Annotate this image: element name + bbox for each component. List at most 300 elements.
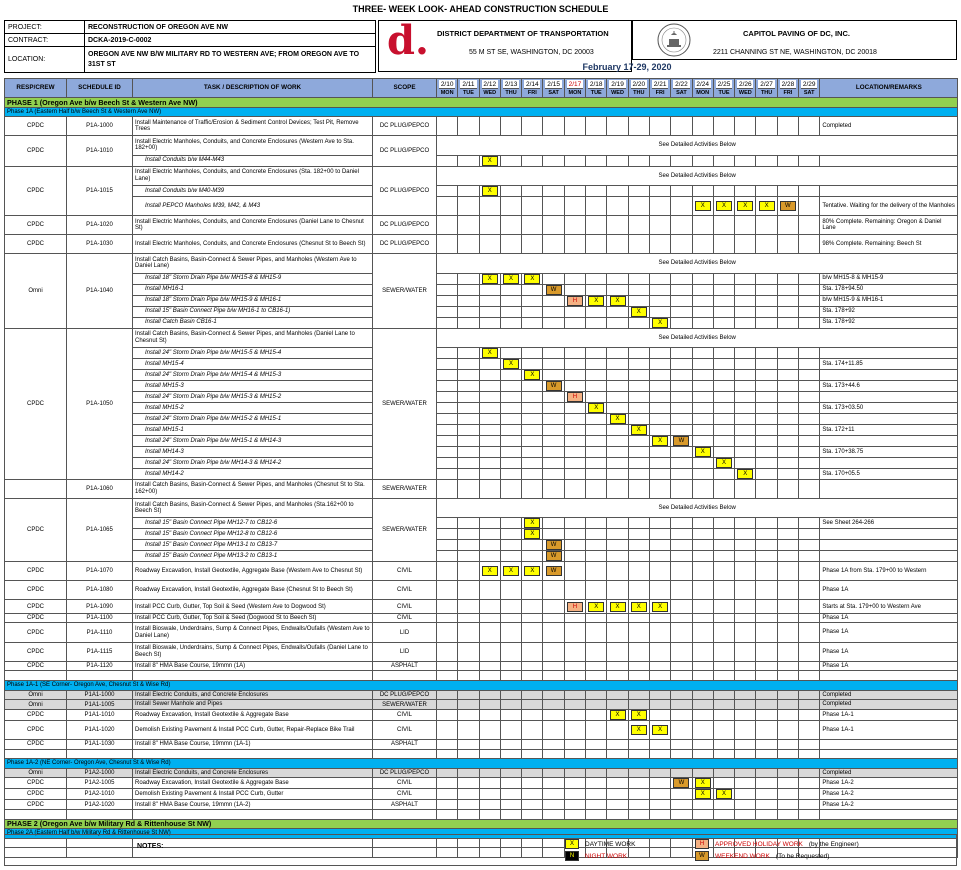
schedule-day-cell [586, 380, 607, 391]
schedule-day-cell [649, 435, 670, 446]
empty-cell [564, 809, 585, 819]
schedule-day-cell [458, 358, 479, 369]
col-date-header [756, 79, 777, 98]
schedule-day-cell [586, 284, 607, 295]
schedule-day-cell [564, 529, 585, 540]
detail-note: See Detailed Activities Below [437, 498, 958, 517]
empty-cell [692, 809, 713, 819]
schedule-day-cell [500, 413, 521, 424]
schedule-day-cell [522, 778, 543, 789]
schedule-day-cell [479, 529, 500, 540]
schedule-day-cell [586, 413, 607, 424]
empty-cell [67, 809, 133, 819]
schedule-day-cell [564, 778, 585, 789]
schedule-id: P1A-1020 [67, 215, 133, 234]
schedule-day-cell [713, 435, 734, 446]
schedule-day-cell [437, 581, 458, 600]
col-date-header [692, 79, 713, 98]
schedule-day-cell [586, 185, 607, 196]
task-description: Install 8" HMA Base Course, 19mmn (1A-2) [133, 800, 373, 810]
resp-crew: CPDC [5, 235, 67, 254]
task-description: Install 18" Storm Drain Pipe b/w MH15-9 & MH16-1 [133, 295, 373, 306]
schedule-day-cell [649, 402, 670, 413]
detail-note: See Detailed Activities Below [437, 328, 958, 347]
daytime-work-marker: X [524, 274, 540, 284]
schedule-day-cell [607, 196, 628, 215]
schedule-id: P1A-1030 [67, 235, 133, 254]
schedule-day-cell [799, 457, 820, 468]
schedule-day-cell [628, 581, 649, 600]
schedule-day-cell [649, 468, 670, 479]
schedule-day-cell [713, 446, 734, 457]
notes-section [4, 834, 957, 866]
schedule-day-cell [628, 540, 649, 551]
location-remarks: Tentative. Waiting for the delivery of the Manholes [820, 196, 958, 215]
schedule-day-cell [777, 295, 798, 306]
legend-weekend-note: (To be Requested) [775, 852, 830, 860]
task-row [5, 661, 958, 671]
schedule-day-cell [564, 468, 585, 479]
schedule-day-cell [479, 306, 500, 317]
schedule-day-cell [543, 551, 564, 562]
schedule-day-cell [607, 215, 628, 234]
col-date-header [799, 79, 820, 98]
capitol-seal-icon [657, 23, 691, 57]
schedule-day-cell [692, 800, 713, 810]
schedule-day-cell [713, 623, 734, 642]
schedule-day-cell [756, 529, 777, 540]
daytime-work-marker: X [631, 602, 647, 612]
schedule-day-cell [649, 623, 670, 642]
schedule-day-cell [500, 642, 521, 661]
schedule-day-cell [628, 700, 649, 710]
schedule-day-cell [500, 518, 521, 529]
schedule-day-cell [500, 661, 521, 671]
resp-crew: CPDC [5, 215, 67, 234]
schedule-day-cell [564, 623, 585, 642]
schedule-day-cell [586, 196, 607, 215]
schedule-day-cell [756, 540, 777, 551]
schedule-day-cell [756, 518, 777, 529]
weekend-work-marker: W [546, 551, 562, 561]
schedule-day-cell [777, 778, 798, 789]
task-description: Install Electric Conduits, and Concrete Enclosures [133, 768, 373, 778]
resp-crew: CPDC [5, 613, 67, 623]
schedule-day-cell [586, 642, 607, 661]
schedule-day-cell [479, 740, 500, 750]
schedule-day-cell [458, 800, 479, 810]
schedule-day-cell [735, 413, 756, 424]
schedule-day-cell [543, 518, 564, 529]
schedule-day-cell [777, 518, 798, 529]
schedule-day-cell [649, 562, 670, 581]
schedule-day-cell [628, 529, 649, 540]
resp-crew: CPDC [5, 623, 67, 642]
schedule-day-cell [607, 540, 628, 551]
schedule-day-cell [564, 235, 585, 254]
task-row [5, 215, 958, 234]
empty-cell [735, 749, 756, 759]
schedule-day-cell [692, 661, 713, 671]
schedule-day-cell [607, 529, 628, 540]
schedule-day-cell [479, 446, 500, 457]
schedule-day-cell [564, 709, 585, 720]
task-description: Install 8" HMA Base Course, 19mmn (1A) [133, 661, 373, 671]
legend-holiday-swatch: H [695, 839, 709, 849]
contractor-block [632, 20, 957, 60]
schedule-day-cell [437, 306, 458, 317]
schedule-day-cell [799, 768, 820, 778]
schedule-day-cell [735, 551, 756, 562]
schedule-day-cell [607, 551, 628, 562]
schedule-day-cell [628, 551, 649, 562]
schedule-day-cell [671, 623, 692, 642]
scope: CIVIL [373, 562, 437, 581]
scope: CIVIL [373, 581, 437, 600]
resp-crew: CPDC [5, 709, 67, 720]
schedule-day-cell [671, 446, 692, 457]
schedule-day-cell [735, 295, 756, 306]
schedule-day-cell [479, 518, 500, 529]
schedule-day-cell [543, 185, 564, 196]
schedule-day-cell [692, 768, 713, 778]
schedule-day-cell [437, 778, 458, 789]
empty-cell [500, 749, 521, 759]
schedule-day-cell [799, 235, 820, 254]
schedule-day-cell [777, 402, 798, 413]
resp-crew: Omni [5, 690, 67, 700]
empty-cell [458, 809, 479, 819]
detail-row [5, 435, 958, 446]
schedule-day-cell [692, 642, 713, 661]
schedule-day-cell [500, 235, 521, 254]
schedule-day-cell [437, 369, 458, 380]
schedule-day-cell [777, 661, 798, 671]
task-row [5, 623, 958, 642]
empty-cell [133, 749, 373, 759]
schedule-day-cell [479, 700, 500, 710]
date-label: 2/28 [781, 80, 795, 88]
schedule-day-cell [500, 700, 521, 710]
schedule-day-cell [756, 402, 777, 413]
schedule-day-cell [649, 768, 670, 778]
daytime-work-marker: X [503, 359, 519, 369]
schedule-id: P1A2-1010 [67, 789, 133, 800]
location-remarks: Sta. 178+94.50 [820, 284, 958, 295]
empty-cell [756, 749, 777, 759]
schedule-day-cell [607, 380, 628, 391]
schedule-day-cell [735, 435, 756, 446]
schedule-day-cell [437, 623, 458, 642]
schedule-day-cell [628, 358, 649, 369]
task-row [5, 700, 958, 710]
schedule-day-cell [649, 540, 670, 551]
schedule-day-cell [437, 468, 458, 479]
empty-cell [607, 809, 628, 819]
schedule-day-cell [671, 273, 692, 284]
schedule-day-cell [607, 740, 628, 750]
schedule-day-cell [777, 424, 798, 435]
schedule-day-cell [586, 457, 607, 468]
schedule-day-cell [756, 435, 777, 446]
schedule-day-cell [522, 391, 543, 402]
task-row [5, 720, 958, 739]
schedule-day-cell [543, 529, 564, 540]
schedule-day-cell [564, 479, 585, 498]
schedule-day-cell [735, 358, 756, 369]
schedule-day-cell [713, 709, 734, 720]
schedule-day-cell [543, 317, 564, 328]
schedule-day-cell [437, 424, 458, 435]
schedule-day-cell [649, 380, 670, 391]
schedule-day-cell [586, 358, 607, 369]
schedule-day-cell [649, 424, 670, 435]
schedule-day-cell [777, 551, 798, 562]
schedule-day-cell [671, 551, 692, 562]
schedule-day-cell [649, 581, 670, 600]
schedule-day-cell [607, 347, 628, 358]
schedule-day-cell [437, 117, 458, 136]
scope: SEWER/WATER [373, 479, 437, 498]
empty-cell [628, 749, 649, 759]
resp-crew: CPDC [5, 720, 67, 739]
schedule-day-cell [756, 551, 777, 562]
schedule-day-cell [437, 562, 458, 581]
schedule-day-cell [799, 402, 820, 413]
scope: SEWER/WATER [373, 254, 437, 328]
schedule-day-cell [586, 446, 607, 457]
schedule-day-cell [671, 778, 692, 789]
schedule-day-cell [649, 347, 670, 358]
legend-holiday [695, 839, 859, 849]
legend-holiday-note: (by the Engineer) [808, 840, 859, 848]
daytime-work-marker: X [695, 778, 711, 788]
schedule-day-cell [607, 600, 628, 613]
task-description: Roadway Excavation, Install Geotextile & Aggregate Base [133, 709, 373, 720]
schedule-day-cell [799, 600, 820, 613]
schedule-day-cell [500, 215, 521, 234]
location-remarks: Sta. 178+92 [820, 306, 958, 317]
schedule-day-cell [543, 700, 564, 710]
empty-cell [522, 671, 543, 681]
schedule-day-cell [671, 380, 692, 391]
subphase-row [5, 681, 958, 691]
empty-cell [437, 671, 458, 681]
schedule-id: P1A-1040 [67, 254, 133, 328]
ddot-logo: d. [387, 17, 429, 64]
schedule-day-cell [479, 347, 500, 358]
weekday-label: MON [568, 89, 582, 96]
schedule-day-cell [777, 369, 798, 380]
daytime-work-marker: X [610, 296, 626, 306]
schedule-day-cell [692, 317, 713, 328]
legend-weekend-swatch: W [695, 851, 709, 861]
schedule-day-cell [628, 196, 649, 215]
detail-row [5, 284, 958, 295]
schedule-day-cell [735, 740, 756, 750]
schedule-day-cell [564, 155, 585, 166]
col-date-header [735, 79, 756, 98]
resp-crew: Omni [5, 254, 67, 328]
schedule-day-cell [692, 529, 713, 540]
resp-crew: CPDC [5, 581, 67, 600]
schedule-day-cell [586, 690, 607, 700]
schedule-day-cell [479, 551, 500, 562]
daytime-work-marker: X [695, 447, 711, 457]
ddot-name: DISTRICT DEPARTMENT OF TRANSPORTATION [437, 29, 609, 38]
schedule-day-cell [799, 196, 820, 215]
schedule-day-cell [671, 720, 692, 739]
schedule-day-cell [756, 661, 777, 671]
schedule-day-cell [543, 800, 564, 810]
schedule-day-cell [586, 317, 607, 328]
col-date-header [458, 79, 479, 98]
schedule-day-cell [586, 424, 607, 435]
schedule-day-cell [671, 413, 692, 424]
schedule-day-cell [628, 215, 649, 234]
location-remarks: Starts at Sta. 179+00 to Western Ave [820, 600, 958, 613]
schedule-day-cell [543, 789, 564, 800]
task-description: Install Bioswale, Underdrains, Sump & Connect Pipes, Endwalls/Oufalls (Western Ave to Daniel Lane) [133, 623, 373, 642]
schedule-day-cell [649, 551, 670, 562]
schedule-day-cell [649, 661, 670, 671]
schedule-day-cell [543, 155, 564, 166]
column-header-row [5, 79, 958, 98]
schedule-day-cell [799, 380, 820, 391]
location-remarks: Phase 1A-2 [820, 778, 958, 789]
daytime-work-marker: X [716, 458, 732, 468]
empty-cell [649, 671, 670, 681]
schedule-day-cell [500, 295, 521, 306]
scope: DC PLUG/PEPCO [373, 136, 437, 166]
schedule-day-cell [671, 613, 692, 623]
schedule-day-cell [437, 413, 458, 424]
date-label: 2/22 [675, 80, 688, 88]
schedule-day-cell [713, 479, 734, 498]
schedule-day-cell [458, 273, 479, 284]
schedule-day-cell [671, 295, 692, 306]
schedule-day-cell [437, 347, 458, 358]
empty-cell [799, 671, 820, 681]
schedule-day-cell [564, 789, 585, 800]
schedule-day-cell [437, 295, 458, 306]
schedule-day-cell [564, 413, 585, 424]
schedule-day-cell [522, 642, 543, 661]
schedule-day-cell [799, 551, 820, 562]
location-remarks: See Sheet 264-266 [820, 518, 958, 529]
schedule-day-cell [777, 457, 798, 468]
task-row [5, 709, 958, 720]
resp-crew: CPDC [5, 136, 67, 166]
project-value: RECONSTRUCTION OF OREGON AVE NW [85, 21, 376, 34]
schedule-day-cell [500, 424, 521, 435]
schedule-day-cell [713, 235, 734, 254]
task-description: Install Catch Basins, Basin-Connect & Sewer Pipes, and Manholes (Daniel Lane to Chesnut St) [133, 328, 373, 347]
schedule-day-cell [671, 235, 692, 254]
schedule-day-cell [607, 273, 628, 284]
schedule-day-cell [799, 518, 820, 529]
schedule-day-cell [522, 273, 543, 284]
schedule-day-cell [799, 185, 820, 196]
schedule-day-cell [713, 424, 734, 435]
resp-crew: CPDC [5, 661, 67, 671]
schedule-day-cell [479, 642, 500, 661]
schedule-day-cell [607, 468, 628, 479]
scope: ASPHALT [373, 661, 437, 671]
task-row [5, 328, 958, 347]
schedule-day-cell [692, 380, 713, 391]
schedule-day-cell [756, 358, 777, 369]
daytime-work-marker: X [652, 436, 668, 446]
schedule-day-cell [649, 215, 670, 234]
schedule-day-cell [777, 468, 798, 479]
task-description: Install 15" Basin Connect Pipe MH12-8 to CB12-6 [133, 529, 373, 540]
ddot-address: 55 M ST SE, WASHINGTON, DC 20003 [469, 49, 594, 56]
schedule-day-cell [756, 424, 777, 435]
schedule-day-cell [437, 358, 458, 369]
col-date-header [586, 79, 607, 98]
schedule-day-cell [564, 402, 585, 413]
phase-row [5, 98, 958, 108]
schedule-day-cell [777, 789, 798, 800]
daytime-work-marker: X [524, 529, 540, 539]
schedule-day-cell [522, 789, 543, 800]
schedule-day-cell [713, 295, 734, 306]
schedule-day-cell [543, 720, 564, 739]
schedule-day-cell [777, 155, 798, 166]
schedule-day-cell [799, 789, 820, 800]
schedule-day-cell [500, 369, 521, 380]
schedule-day-cell [799, 424, 820, 435]
schedule-day-cell [756, 562, 777, 581]
schedule-day-cell [628, 391, 649, 402]
schedule-day-cell [437, 518, 458, 529]
schedule-day-cell [692, 273, 713, 284]
schedule-day-cell [564, 768, 585, 778]
project-label: PROJECT: [5, 21, 85, 34]
task-row [5, 768, 958, 778]
task-description: Install 18" Storm Drain Pipe b/w MH15-8 & MH15-9 [133, 273, 373, 284]
task-row [5, 166, 958, 185]
schedule-day-cell [500, 358, 521, 369]
schedule-day-cell [649, 391, 670, 402]
daytime-work-marker: X [524, 370, 540, 380]
empty-cell [586, 749, 607, 759]
resp-crew: CPDC [5, 740, 67, 750]
date-label: 2/12 [483, 80, 497, 88]
schedule-day-cell [628, 457, 649, 468]
schedule-day-cell [649, 196, 670, 215]
scope: DC PLUG/PEPCO [373, 690, 437, 700]
schedule-day-cell [437, 700, 458, 710]
schedule-day-cell [799, 295, 820, 306]
location-remarks [820, 435, 958, 446]
task-description: Install MH14-2 [133, 468, 373, 479]
schedule-day-cell [500, 778, 521, 789]
schedule-day-cell [500, 391, 521, 402]
schedule-day-cell [543, 581, 564, 600]
schedule-day-cell [479, 720, 500, 739]
schedule-day-cell [564, 358, 585, 369]
empty-cell [799, 809, 820, 819]
schedule-day-cell [437, 235, 458, 254]
schedule-day-cell [713, 273, 734, 284]
schedule-day-cell [692, 613, 713, 623]
location-remarks: Completed [820, 690, 958, 700]
schedule-day-cell [713, 540, 734, 551]
task-row [5, 613, 958, 623]
legend-daytime-text: DAYTIME WORK [585, 840, 636, 848]
